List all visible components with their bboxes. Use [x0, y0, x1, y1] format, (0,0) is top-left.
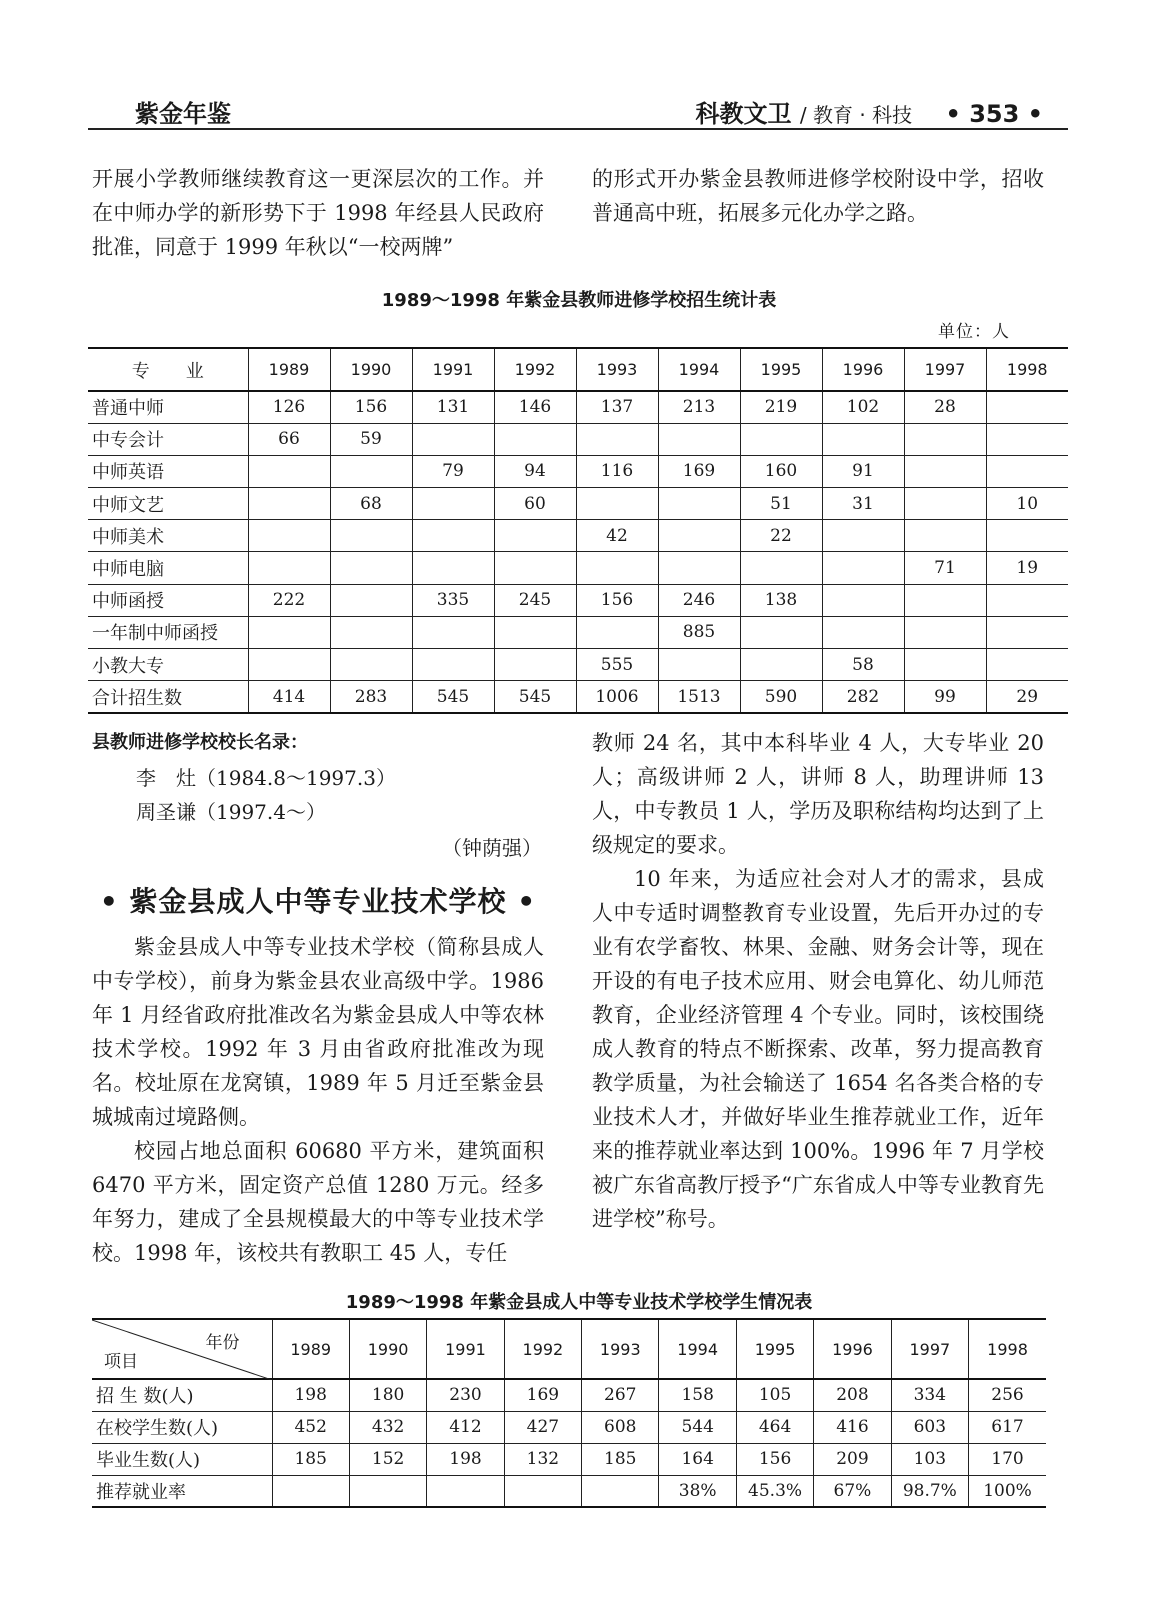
table-cell	[330, 649, 412, 681]
table-cell: 603	[891, 1411, 968, 1443]
row-label: 合计招生数	[88, 681, 248, 713]
row-label: 一年制中师函授	[88, 616, 248, 648]
table-cell: 126	[248, 391, 330, 423]
row-label: 中师函授	[88, 584, 248, 616]
table-cell	[822, 423, 904, 455]
table-cell: 79	[412, 455, 494, 487]
table-cell	[248, 616, 330, 648]
table-cell: 116	[576, 455, 658, 487]
table-cell: 58	[822, 649, 904, 681]
table-cell: 146	[494, 391, 576, 423]
table-cell	[248, 520, 330, 552]
table1-year: 1998	[986, 348, 1068, 391]
table-cell	[412, 520, 494, 552]
table-cell: 608	[582, 1411, 659, 1443]
table-cell: 230	[427, 1379, 504, 1411]
table-cell	[248, 552, 330, 584]
row-label: 毕业生数(人)	[92, 1443, 272, 1475]
table-cell: 198	[427, 1443, 504, 1475]
table-cell	[904, 649, 986, 681]
table-cell	[330, 520, 412, 552]
table-cell: 246	[658, 584, 740, 616]
principal-name: 周圣谦（1997.4～）	[136, 800, 326, 824]
row-label: 中师英语	[88, 455, 248, 487]
table-cell	[986, 584, 1068, 616]
table-row	[92, 1411, 1046, 1443]
table1-year: 1990	[330, 348, 412, 391]
table-cell: 156	[330, 391, 412, 423]
table-cell	[494, 520, 576, 552]
table1-year: 1994	[658, 348, 740, 391]
table-cell: 617	[969, 1411, 1046, 1443]
table-cell	[822, 584, 904, 616]
table2-year: 1996	[814, 1319, 891, 1379]
table-row	[88, 455, 1068, 487]
table1-year: 1989	[248, 348, 330, 391]
table-cell	[986, 423, 1068, 455]
table-row	[88, 616, 1068, 648]
table-cell: 1006	[576, 681, 658, 713]
row-label: 中师电脑	[88, 552, 248, 584]
table1-year: 1991	[412, 348, 494, 391]
table-cell	[412, 488, 494, 520]
table-cell: 555	[576, 649, 658, 681]
table-cell: 169	[658, 455, 740, 487]
top-text-left: 开展小学教师继续教育这一更深层次的工作。并在中师办学的新形势下于 1998 年经县人民政府批准，同意于 1999 年秋以“一校两牌”	[92, 167, 544, 259]
row-label: 中师文艺	[88, 488, 248, 520]
table-cell: 885	[658, 616, 740, 648]
table-cell	[248, 455, 330, 487]
table-cell: 432	[349, 1411, 426, 1443]
table-cell	[248, 649, 330, 681]
table-cell	[349, 1475, 426, 1507]
table-cell: 208	[814, 1379, 891, 1411]
table-cell	[904, 616, 986, 648]
table-cell: 416	[814, 1411, 891, 1443]
table-row	[88, 423, 1068, 455]
table2-year: 1997	[891, 1319, 968, 1379]
table-cell: 28	[904, 391, 986, 423]
table-cell	[576, 616, 658, 648]
table-cell: 156	[736, 1443, 813, 1475]
table-cell: 1513	[658, 681, 740, 713]
table-cell: 105	[736, 1379, 813, 1411]
page-number: • 353 •	[945, 100, 1043, 128]
table-cell: 156	[576, 584, 658, 616]
table1-year: 1997	[904, 348, 986, 391]
left-paragraph: 校园占地总面积 60680 平方米，建筑面积 6470 平方米，固定资产总值 1280 万元。经多年努力，建成了全县规模最大的中等专业技术学校。1998 年，该校共有教职工 45 人，专任	[92, 1139, 544, 1265]
table-cell: 42	[576, 520, 658, 552]
table2-year: 1989	[272, 1319, 349, 1379]
table-row	[92, 1379, 1046, 1411]
table-cell: 22	[740, 520, 822, 552]
table-cell: 138	[740, 584, 822, 616]
table-cell: 545	[494, 681, 576, 713]
table-cell: 213	[658, 391, 740, 423]
table-cell	[576, 423, 658, 455]
table2-year: 1991	[427, 1319, 504, 1379]
table-cell	[904, 423, 986, 455]
table-cell: 45.3%	[736, 1475, 813, 1507]
school-section-title: • 紫金县成人中等专业技术学校 •	[99, 885, 537, 918]
table-cell	[412, 649, 494, 681]
row-label: 在校学生数(人)	[92, 1411, 272, 1443]
table-cell: 137	[576, 391, 658, 423]
table-cell	[412, 616, 494, 648]
table-cell: 158	[659, 1379, 736, 1411]
table-cell	[986, 520, 1068, 552]
table-cell	[740, 616, 822, 648]
table1-title: 1989～1998 年紫金县教师进修学校招生统计表	[381, 290, 777, 311]
table-row	[88, 520, 1068, 552]
table-cell	[904, 455, 986, 487]
principal-name: 李 灶（1984.8～1997.3）	[136, 766, 396, 790]
table-cell	[330, 616, 412, 648]
table-cell: 98.7%	[891, 1475, 968, 1507]
table-cell	[658, 552, 740, 584]
table-cell	[904, 584, 986, 616]
table-cell: 185	[582, 1443, 659, 1475]
table2-header-row	[92, 1319, 1046, 1379]
table1-year: 1993	[576, 348, 658, 391]
table-cell: 464	[736, 1411, 813, 1443]
page-header-right	[696, 94, 1043, 129]
yearbook-title: 紫金年鉴	[135, 100, 231, 128]
table-cell: 452	[272, 1411, 349, 1443]
table2-year: 1998	[969, 1319, 1046, 1379]
table-cell: 66	[248, 423, 330, 455]
enrollment-table	[88, 347, 1068, 714]
table-cell: 31	[822, 488, 904, 520]
table2-year: 1994	[659, 1319, 736, 1379]
table-cell: 60	[494, 488, 576, 520]
table-cell	[412, 423, 494, 455]
table1-header-row	[88, 348, 1068, 391]
left-column	[92, 930, 544, 1270]
table-cell	[272, 1475, 349, 1507]
table-cell	[658, 520, 740, 552]
row-label: 中师美术	[88, 520, 248, 552]
table-cell	[412, 552, 494, 584]
table-cell: 19	[986, 552, 1068, 584]
table-cell	[494, 423, 576, 455]
table-cell: 545	[412, 681, 494, 713]
table2-header-item: 项目	[104, 1352, 138, 1372]
table-cell: 222	[248, 584, 330, 616]
table2-year: 1995	[736, 1319, 813, 1379]
right-paragraph: 教师 24 名，其中本科毕业 4 人，大专毕业 20 人；高级讲师 2 人，讲师 8 人，助理讲师 13 人，中专教员 1 人，学历及职称结构均达到了上级规定的要求。	[592, 731, 1044, 857]
table-cell: 164	[659, 1443, 736, 1475]
table-cell: 10	[986, 488, 1068, 520]
table-cell: 169	[504, 1379, 581, 1411]
table-cell: 335	[412, 584, 494, 616]
table1-year: 1992	[494, 348, 576, 391]
table2-title: 1989～1998 年紫金县成人中等专业技术学校学生情况表	[345, 1292, 813, 1313]
table-cell	[740, 649, 822, 681]
table-cell: 334	[891, 1379, 968, 1411]
table-cell: 100%	[969, 1475, 1046, 1507]
table-cell: 427	[504, 1411, 581, 1443]
table-cell: 412	[427, 1411, 504, 1443]
table-cell: 51	[740, 488, 822, 520]
table-cell: 59	[330, 423, 412, 455]
table-cell	[330, 455, 412, 487]
table-cell: 414	[248, 681, 330, 713]
table-row	[88, 649, 1068, 681]
table-cell	[740, 423, 822, 455]
table-cell	[494, 552, 576, 584]
header-rule	[88, 128, 1068, 130]
table2-year: 1990	[349, 1319, 426, 1379]
table-cell: 29	[986, 681, 1068, 713]
table-cell	[986, 649, 1068, 681]
right-column	[592, 726, 1044, 1236]
table1-unit: 单位：人	[938, 322, 1010, 342]
table-cell	[504, 1475, 581, 1507]
table-cell	[658, 488, 740, 520]
table-cell: 71	[904, 552, 986, 584]
table-cell: 102	[822, 391, 904, 423]
table-row	[88, 681, 1068, 713]
principals-heading: 县教师进修学校校长名录：	[92, 732, 308, 753]
table-cell: 68	[330, 488, 412, 520]
table-cell: 185	[272, 1443, 349, 1475]
table-cell	[330, 552, 412, 584]
table-cell: 99	[904, 681, 986, 713]
table2-corner-cell	[92, 1319, 272, 1379]
section-name: 科教文卫	[695, 100, 792, 128]
table-cell: 256	[969, 1379, 1046, 1411]
table-cell	[582, 1475, 659, 1507]
table-row	[88, 552, 1068, 584]
left-paragraph: 紫金县成人中等专业技术学校（简称县成人中专学校），前身为紫金县农业高级中学。1986 年 1 月经省政府批准改名为紫金县成人中等农林技术学校。1992 年 3 月由省政府批准改为现名。校址原在龙窝镇，1989 年 5 月迁至紫金县城城南过境路侧。	[92, 935, 544, 1129]
table-cell	[248, 488, 330, 520]
subsection-name: / 教育 · 科技	[799, 103, 913, 127]
table-cell: 245	[494, 584, 576, 616]
table-cell: 209	[814, 1443, 891, 1475]
table-cell: 38%	[659, 1475, 736, 1507]
right-paragraph: 10 年来，为适应社会对人才的需求，县成人中专适时调整教育专业设置，先后开办过的专业有农学畜牧、林果、金融、财务会计等，现在开设的有电子技术应用、财会电算化、幼儿师范教育，企业经济管理 4 个专业。同时，该校围绕成人教育的特点不断探索、改革，努力提高教育教学质量，为社会输送了 1654 名各类合格的专业技术人才，并做好毕业生推荐就业工作，近年来的推荐就业率达到 100%。1996 年 7 月学校被广东省高教厅授予“广东省成人中等专业教育先进学校”称号。	[592, 867, 1044, 1231]
table2-year: 1992	[504, 1319, 581, 1379]
table-cell	[822, 616, 904, 648]
table-cell	[822, 520, 904, 552]
table-cell	[658, 423, 740, 455]
table-cell: 160	[740, 455, 822, 487]
table-cell: 198	[272, 1379, 349, 1411]
table-cell: 131	[412, 391, 494, 423]
table2-year: 1993	[582, 1319, 659, 1379]
table-row	[88, 488, 1068, 520]
table-row	[92, 1443, 1046, 1475]
table-cell: 267	[582, 1379, 659, 1411]
table-cell	[494, 649, 576, 681]
table-cell: 91	[822, 455, 904, 487]
row-label: 中专会计	[88, 423, 248, 455]
table-cell	[576, 552, 658, 584]
row-label: 小教大专	[88, 649, 248, 681]
table-cell: 67%	[814, 1475, 891, 1507]
table-cell: 219	[740, 391, 822, 423]
student-table	[92, 1318, 1046, 1508]
table-cell: 132	[504, 1443, 581, 1475]
table-cell	[494, 616, 576, 648]
table-cell: 283	[330, 681, 412, 713]
table-cell: 180	[349, 1379, 426, 1411]
table-cell	[658, 649, 740, 681]
row-label: 普通中师	[88, 391, 248, 423]
table-cell	[330, 584, 412, 616]
table-row	[92, 1475, 1046, 1507]
table-cell: 590	[740, 681, 822, 713]
table-cell	[986, 616, 1068, 648]
row-label: 招 生 数(人)	[92, 1379, 272, 1411]
table1-year: 1996	[822, 348, 904, 391]
table-cell	[986, 455, 1068, 487]
table-cell: 282	[822, 681, 904, 713]
table-cell	[740, 552, 822, 584]
table-cell	[576, 488, 658, 520]
table1-year: 1995	[740, 348, 822, 391]
table-cell: 103	[891, 1443, 968, 1475]
table-row	[88, 391, 1068, 423]
table1-header-label: 专 业	[88, 348, 248, 391]
table-cell	[822, 552, 904, 584]
top-text-right: 的形式开办紫金县教师进修学校附设中学，招收普通高中班，拓展多元化办学之路。	[592, 167, 1044, 225]
table2-header-year: 年份	[205, 1333, 240, 1353]
table-cell: 170	[969, 1443, 1046, 1475]
table-cell: 94	[494, 455, 576, 487]
table-cell	[986, 391, 1068, 423]
table-cell	[904, 488, 986, 520]
table-cell	[904, 520, 986, 552]
table-cell: 544	[659, 1411, 736, 1443]
row-label: 推荐就业率	[92, 1475, 272, 1507]
author-credit: （钟荫强）	[442, 836, 542, 860]
table-row	[88, 584, 1068, 616]
table-cell: 152	[349, 1443, 426, 1475]
table-cell	[427, 1475, 504, 1507]
